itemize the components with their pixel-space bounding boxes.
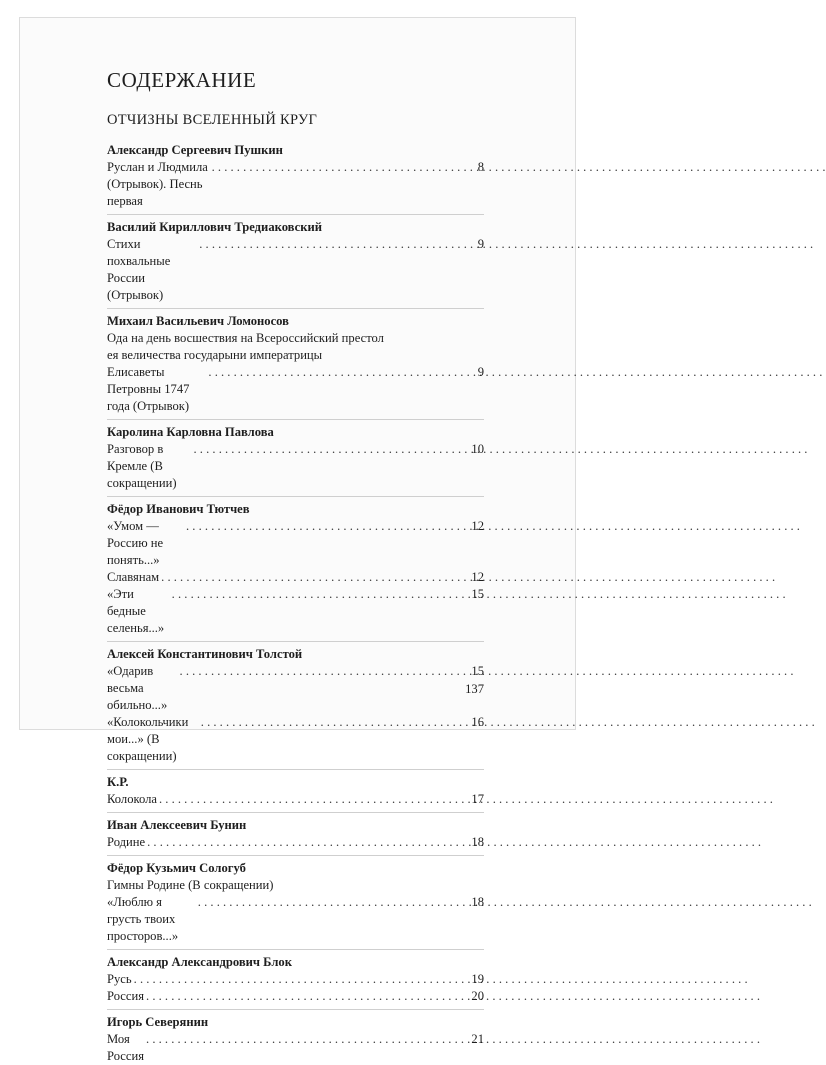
author-block: [107, 1014, 484, 1065]
author-name: Александр Александрович Блок: [107, 955, 292, 969]
toc-entry[interactable]: [107, 834, 484, 851]
dot-leader: [210, 159, 478, 176]
work-title: Разговор в Кремле (В сокращении): [107, 442, 177, 490]
toc-entry[interactable]: [107, 518, 484, 569]
author-name: К.Р.: [107, 775, 129, 789]
entry-page-number: 21: [471, 1032, 484, 1046]
author-name: Фёдор Иванович Тютчев: [107, 502, 250, 516]
toc-entry[interactable]: [107, 364, 484, 415]
toc-entry[interactable]: [107, 894, 484, 945]
dot-leader: [206, 364, 477, 381]
divider: [107, 855, 484, 856]
work-title: Руслан и Людмила (Отрывок). Песнь первая: [107, 160, 208, 208]
work-title: «Одарив весьма обильно...»: [107, 664, 168, 712]
dot-leader: [144, 988, 471, 1005]
divider: [107, 496, 484, 497]
author-block: [107, 142, 484, 210]
dot-leader: [170, 586, 472, 603]
divider: [107, 769, 484, 770]
work-title: Колокола: [107, 792, 157, 806]
author-name: Иван Алексеевич Бунин: [107, 818, 247, 832]
divider: [107, 308, 484, 309]
work-title: Родине: [107, 835, 146, 849]
divider: [107, 1009, 484, 1010]
work-title: «Колокольчики мои...» (В сокращении): [107, 715, 189, 763]
toc-entry[interactable]: [107, 586, 484, 637]
toc-entry[interactable]: [107, 569, 484, 586]
author-name: Игорь Северянин: [107, 1015, 209, 1029]
entry-page-number: 15: [471, 664, 484, 678]
work-title-line: ея величества государыни императрицы: [107, 348, 323, 362]
toc-entry[interactable]: [107, 971, 484, 988]
toc-entry[interactable]: [107, 159, 484, 210]
dot-leader: [192, 441, 472, 458]
divider: [107, 214, 484, 215]
author-name: Василий Кириллович Тредиаковский: [107, 220, 322, 234]
toc-list: [107, 142, 484, 1065]
author-block: [107, 646, 484, 765]
dot-leader: [197, 236, 477, 253]
work-title-line: Гимны Родине (В сокращении): [107, 878, 274, 892]
work-title: «Люблю я грусть твоих просторов...»: [107, 895, 179, 943]
author-block: [107, 774, 484, 808]
divider: [107, 949, 484, 950]
entry-page-number: 9: [477, 365, 484, 379]
dot-leader: [178, 663, 472, 680]
dot-leader: [132, 971, 472, 988]
work-title-line: Ода на день восшествия на Всероссийский престол: [107, 331, 384, 345]
page-title: СОДЕРЖАНИЕ: [107, 68, 257, 92]
dot-leader: [145, 834, 471, 851]
author-block: [107, 860, 484, 945]
table-of-contents: [107, 66, 484, 1065]
author-block: [107, 313, 484, 415]
author-block: [107, 424, 484, 492]
entry-page-number: 15: [471, 587, 484, 601]
entry-page-number: 20: [471, 989, 484, 1003]
entry-page-number: 9: [477, 237, 484, 251]
author-block: [107, 501, 484, 637]
author-block: [107, 817, 484, 851]
work-title: «Умом — Россию не понять...»: [107, 519, 164, 567]
dot-leader: [199, 714, 472, 731]
entry-page-number: 10: [471, 442, 484, 456]
author-name: Михаил Васильевич Ломоносов: [107, 314, 289, 328]
entry-page-number: 18: [471, 895, 484, 909]
entry-page-number: 18: [471, 835, 484, 849]
entry-page-number: 19: [471, 972, 484, 986]
dot-leader: [144, 1031, 471, 1048]
author-block: [107, 954, 484, 1005]
dot-leader: [159, 569, 471, 586]
divider: [107, 419, 484, 420]
toc-entry[interactable]: [107, 1031, 484, 1065]
author-name: Алексей Константинович Толстой: [107, 647, 303, 661]
toc-entry[interactable]: [107, 236, 484, 304]
section-title: ОТЧИЗНЫ ВСЕЛЕННЫЙ КРУГ: [107, 112, 318, 128]
dot-leader: [157, 791, 471, 808]
toc-entry[interactable]: [107, 441, 484, 492]
author-name: Фёдор Кузьмич Сологуб: [107, 861, 246, 875]
entry-page-number: 12: [471, 570, 484, 584]
dot-leader: [184, 518, 471, 535]
work-title: Россия: [107, 989, 145, 1003]
work-title: Моя Россия: [107, 1032, 145, 1063]
entry-page-number: 12: [471, 519, 484, 533]
toc-entry[interactable]: [107, 791, 484, 808]
divider: [107, 641, 484, 642]
toc-entry[interactable]: [107, 988, 484, 1005]
author-name: Каролина Карловна Павлова: [107, 425, 274, 439]
work-title: Русь: [107, 972, 132, 986]
author-block: [107, 219, 484, 304]
work-title: Стихи похвальные России (Отрывок): [107, 237, 171, 302]
work-title: Славянам: [107, 570, 160, 584]
entry-page-number: 8: [477, 160, 484, 174]
author-name: Александр Сергеевич Пушкин: [107, 143, 283, 157]
toc-entry[interactable]: [107, 714, 484, 765]
divider: [107, 812, 484, 813]
entry-page-number: 17: [471, 792, 484, 806]
work-title: Елисаветы Петровны 1747 года (Отрывок): [107, 365, 190, 413]
work-title: «Эти бедные селенья...»: [107, 587, 165, 635]
entry-page-number: 16: [471, 715, 484, 729]
page-number: 137: [465, 682, 484, 696]
dot-leader: [196, 894, 472, 911]
